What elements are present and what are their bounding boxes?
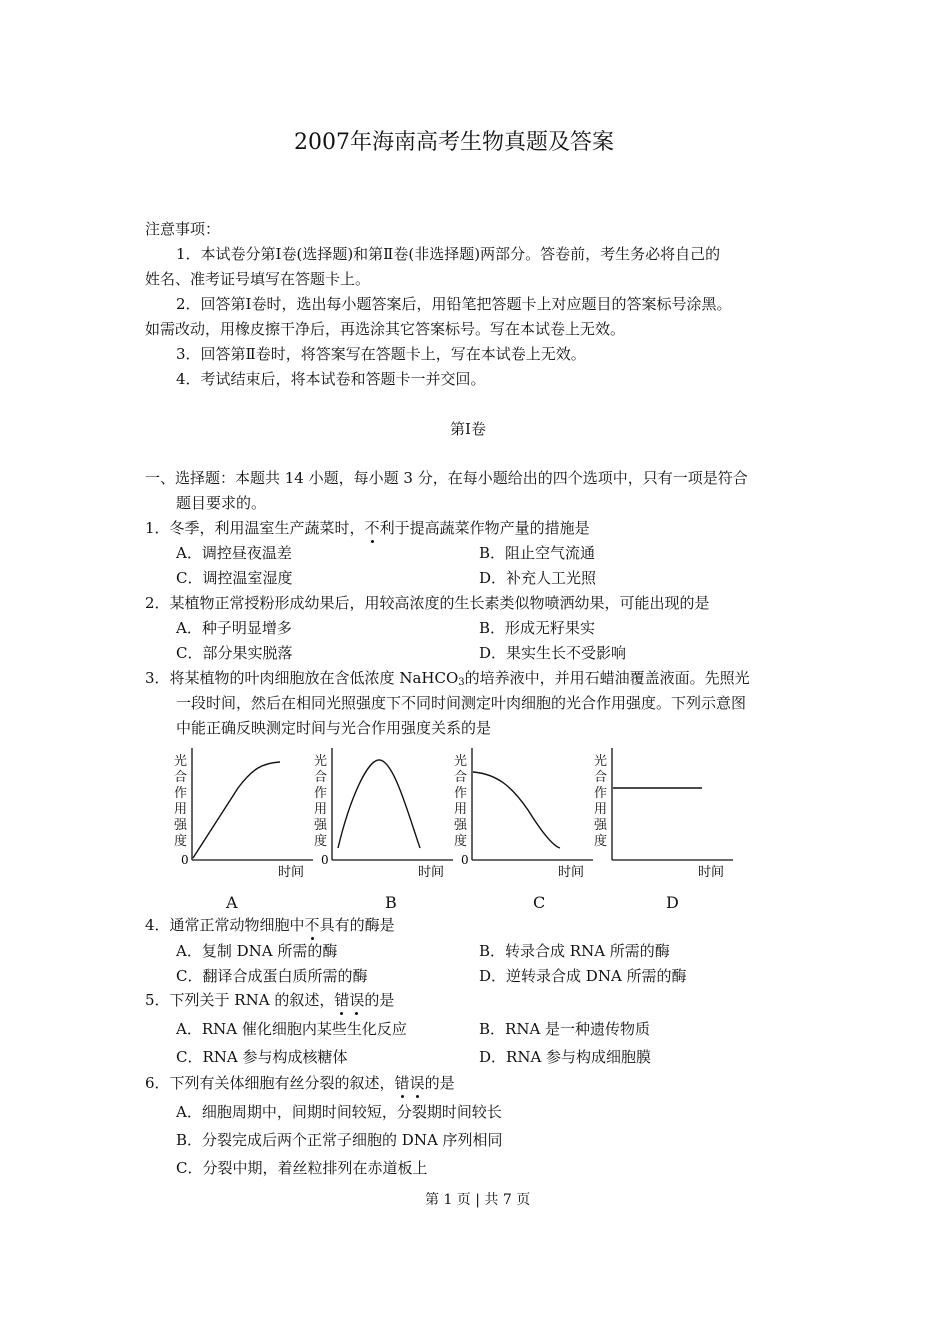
page-title: 2007年海南高考生物真题及答案 [294,130,614,155]
y-axis-label-char: 用 [454,802,468,817]
graph-c [448,738,598,883]
graph-d [588,738,738,883]
y-axis-label-char: 合 [174,770,188,785]
question-3-stem-2: 一段时间，然后在相同光照强度下不同时间测定叶肉细胞的光合作用强度。下列示意图 [176,694,747,712]
emphasis-mark: 错 [334,991,350,1009]
graph-b-ylabel [314,753,328,849]
x-axis-label: 时间 [278,865,305,880]
notice-item-4: 4．考试结束后，将本试卷和答题卡一并交回。 [176,370,486,388]
question-4-option-c: C．翻译合成蛋白质所需的酶 [176,967,368,985]
notice-item-3: 3．回答第Ⅱ卷时，将答案写在答题卡上，写在本试卷上无效。 [176,345,586,363]
y-axis-label-char: 合 [314,770,328,785]
y-axis-label-char: 光 [314,754,328,769]
y-axis-label-char: 度 [314,834,328,849]
y-axis-label-char: 度 [594,834,608,849]
section-instructions-1: 一、选择题：本题共 14 小题，每小题 3 分，在每小题给出的四个选项中，只有一项是符合 [145,469,748,487]
y-axis-label-char: 光 [454,754,468,769]
y-axis-label-char: 用 [314,802,328,817]
question-3-stem-1: 3．将某植物的叶肉细胞放在含低浓度 NaHCO$_3$的培养液中，并用石蜡油覆盖液面。先照光 [145,669,750,688]
emphasis-mark: 不 [304,916,320,934]
y-axis-label-char: 度 [454,834,468,849]
graph-a-label: A [226,893,238,912]
emphasis-mark: 误 [409,1074,425,1092]
question-1-option-a: A．调控昼夜温差 [176,544,292,562]
notice-item-2a: 2．回答第Ⅰ卷时，选出每小题答案后，用铅笔把答题卡上对应题目的答案标号涂黑。 [176,295,732,313]
x-axis-label: 时间 [698,865,725,880]
graph-c-label: C [533,893,546,912]
curve [193,762,280,858]
question-1-option-b: B．阻止空气流通 [479,544,596,562]
graph-d-label: D [666,893,679,912]
question-2-option-c: C．部分果实脱落 [176,644,293,662]
y-axis-label-char: 作 [174,786,188,801]
graph-b [308,738,458,883]
y-axis-label-char: 用 [594,802,608,817]
graph-a [168,738,318,883]
section-instructions-2: 题目要求的。 [176,494,267,512]
notice-item-2b: 如需改动，用橡皮擦干净后，再选涂其它答案标号。写在本试卷上无效。 [145,320,626,338]
curve [338,760,420,848]
x-axis-label: 时间 [418,865,445,880]
y-axis-label-char: 度 [174,834,188,849]
y-axis-label-char: 强 [174,818,188,833]
question-6-option-a: A．细胞周期中，间期时间较短，分裂期时间较长 [176,1103,502,1121]
y-axis-label-char: 强 [594,818,608,833]
origin-label: 0 [181,853,189,867]
graph-b-label: B [385,893,397,912]
question-4-option-b: B．转录合成 RNA 所需的酶 [479,942,670,960]
question-4-option-d: D．逆转录合成 DNA 所需的酶 [479,967,687,985]
graph-d-ylabel [594,753,608,849]
emphasis-mark: 不 [364,519,380,537]
y-axis-label-char: 用 [174,802,188,817]
question-2-option-b: B．形成无籽果实 [479,619,596,637]
question-1-stem: 1．冬季，利用温室生产蔬菜时，不利于提高蔬菜作物产量的措施是 [145,519,590,537]
question-1-option-c: C．调控温室湿度 [176,569,293,587]
question-5-stem: 5．下列关于 RNA 的叙述，错误的是 [145,991,395,1009]
x-axis-label: 时间 [558,865,585,880]
emphasis-mark: 错 [394,1074,410,1092]
y-axis-label-char: 作 [314,786,328,801]
question-2-option-d: D．果实生长不受影响 [479,644,627,662]
part-heading: 第Ⅰ卷 [450,420,486,438]
question-4-option-a: A．复制 DNA 所需的酶 [176,942,338,960]
notice-item-1a: 1．本试卷分第Ⅰ卷(选择题)和第Ⅱ卷(非选择题)两部分。答卷前，考生务必将自己的 [176,245,721,263]
question-4-stem: 4．通常正常动物细胞中不具有的酶是 [145,916,395,934]
y-axis-label-char: 强 [454,818,468,833]
notice-heading: 注意事项： [145,220,221,238]
emphasis-mark: 误 [349,991,365,1009]
origin-label: 0 [321,853,329,867]
graph-a-ylabel [174,753,188,849]
question-6-option-c: C．分裂中期，着丝粒排列在赤道板上 [176,1159,428,1177]
origin-label: 0 [461,853,469,867]
question-6-stem: 6．下列有关体细胞有丝分裂的叙述，错误的是 [145,1074,455,1092]
question-5-option-c: C．RNA 参与构成核糖体 [176,1048,348,1066]
question-5-option-d: D．RNA 参与构成细胞膜 [479,1048,652,1066]
y-axis-label-char: 强 [314,818,328,833]
question-5-option-a: A．RNA 催化细胞内某些生化反应 [176,1020,407,1038]
y-axis-label-char: 光 [594,754,608,769]
curve [473,772,560,848]
page-footer: 第 1 页 | 共 7 页 [425,1192,531,1208]
y-axis-label-char: 合 [454,770,468,785]
y-axis-label-char: 合 [594,770,608,785]
question-3-stem-3: 中能正确反映测定时间与光合作用强度关系的是 [176,719,492,737]
question-2-stem: 2．某植物正常授粉形成幼果后，用较高浓度的生长素类似物喷洒幼果，可能出现的是 [145,594,710,612]
question-2-option-a: A．种子明显增多 [176,619,292,637]
graph-c-ylabel [454,753,468,849]
y-axis-label-char: 作 [454,786,468,801]
y-axis-label-char: 作 [594,786,608,801]
question-5-option-b: B．RNA 是一种遗传物质 [479,1020,651,1038]
question-6-option-b: B．分裂完成后两个正常子细胞的 DNA 序列相同 [176,1131,503,1149]
question-1-option-d: D．补充人工光照 [479,569,597,587]
notice-item-1b: 姓名、准考证号填写在答题卡上。 [145,270,371,288]
y-axis-label-char: 光 [174,754,188,769]
